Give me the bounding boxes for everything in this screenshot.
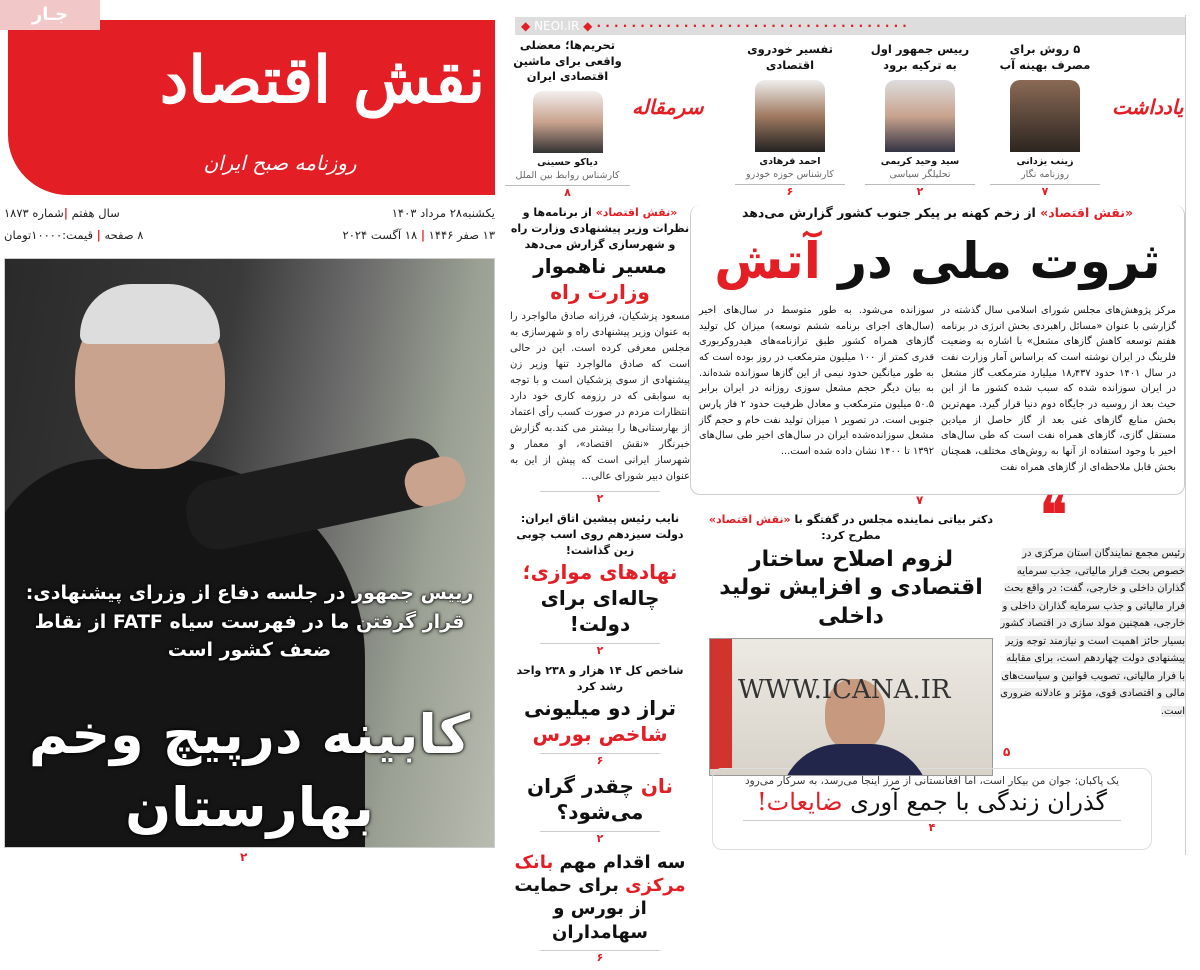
story-bread-price[interactable]: نان چقدر گران می‌شود؟ ۲ [527,773,673,845]
interview-photo [709,638,993,776]
interview-page-ref: ۵ [1003,745,1011,759]
person-hair [80,284,220,344]
main-page-ref: ۷ [916,493,924,507]
column-divider [1185,15,1186,855]
publisher-badge: جـار [0,0,100,30]
price-info: ۸ صفحه | قیمت:۱۰۰۰۰تومان [4,228,144,242]
columnist-photo [755,80,825,152]
main-kicker: «نقش اقتصاد» از زخم کهنه بر پیکر جنوب کشور گزارش می‌دهد [741,205,1134,220]
main-headline: ثروت ملی در آتش [714,232,1161,290]
cover-photo [4,258,495,848]
issue-info: سال هفتم |شماره ۱۸۷۳ [4,206,120,220]
date-solar: یکشنبه۲۸ مرداد ۱۴۰۳ [391,206,495,220]
site-strip: ◆ NEOI.IR ◆ · · · · · · · · · · · · · · · · · · · · · · · · · · · · · · · · · · · · [515,17,1185,35]
cover-kicker: رییس جمهور در جلسه دفاع از وزرای پیشنهادی: قرار گرفتن ما در فهرست سیاه FATF از نقاط ضعف کشور است [25,582,474,661]
columnist-card[interactable]: ۵ روش برای مصرف بهینه آب زینب یزدانی روزنامه نگار ۷ [990,42,1100,198]
columnist-photo [533,91,603,153]
columnist-photo [885,80,955,152]
columnist-card[interactable]: تفسیر خودروی اقتصادی احمد فرهادی کارشناس حوزه خودرو ۶ [735,42,845,198]
bottom-story[interactable]: یک پاکبان: جوان من بیکار است، اما افغانستانی از مرز اینجا می‌رسد، به سرکار می‌رود گذران زندگی با جمع آوری ضایعات! ۴ [712,768,1152,850]
cover-page-ref: ۲ [240,850,248,864]
quote-icon: ❝ [1040,485,1067,544]
story-ministry-roads[interactable]: «نقش اقتصاد» از برنامه‌ها و نظرات وزیر پیشنهادی وزارت راه و شهرسازی گزارش می‌دهد مسیر ناهموار وزارت راه مسعود پزشکیان، فرزانه صادق مالواجرد را به عنوان وزیر پیشنهادی راه و شهرسازی به مجلس معرفی کرده است. این در حالی است که صادق مالواجرد تنها وزیر زن پیشنهادی از سوی پزشکیان است و با توجه به سوابقی که در رزومه کاری خود دارد انتظارات مردم در صورت کسب رأی اعتماد از بهارستانی‌ها را بیشتر می کند.به گزارش خبرنگار «نقش اقتصاد»، او معمار و شهرساز ایرانی است که پیش از این به عنوان دبیر شورای عالی... ۲ [510,206,690,505]
main-body-right: مرکز پژوهش‌های مجلس شورای اسلامی سال گذشته در گزارشی با عنوان «مسائل راهبردی بخش انرژی در برنامه هفتم توسعه کاهش گازهای مشعل» با اشاره به وضعیت فلرینگ در ایران نوشته است که براساس آمار وزارت نفت در سال ۱۴۰۱ حدود ۱۸٫۴۳۷ میلیارد مترمکعب گاز مشعل در ایران سوزانده شده که سبب شده کشور ما از این حیث بعد از روسیه در جایگاه دوم دنیا قرار گیرد. مهم‌ترین بخش منابع گازهای غنی بعد از گاز حاصل از میادین مستقل گازی، گازهای همراه نفت است که طی سال‌های اخیر با وجود استفاده از آنها به روش‌های مختلف، همچنان بخش قابل ملاحظه‌ای از گازهای همراه نفت [941,305,1176,473]
newspaper-logo: نقش اقتصاد [159,43,485,118]
story-central-bank[interactable]: سه اقدام مهم بانک مرکزی برای حمایت از بورس و سهامداران ۶ [514,851,686,965]
photo-watermark: WWW.ICANA.IR [738,674,951,705]
editorial-label: سرمقاله [632,95,704,119]
columnist-card[interactable]: تحریم‌ها؛ معضلی واقعی برای ماشین اقتصادی ایران دیاکو حسینی کارشناس روابط بین الملل ۸ [505,38,630,199]
side-column [510,205,690,970]
interview-story[interactable]: دکتر بیاتی نماینده مجلس در گفتگو با «نقش اقتصاد» مطرح کرد: لزوم اصلاح ساختار اقتصادی و افزایش تولید داخلی WWW.ICANA.IR [702,500,1000,776]
story-stock-index[interactable]: شاخص کل ۱۴ هزار و ۲۳۸ واحد رشد کرد تراز دو میلیونی شاخص بورس ۶ [516,663,684,767]
columnist-photo [1010,80,1080,152]
date-lunar-gregorian: ۱۳ صفر ۱۴۴۶ | ۱۸ آگست ۲۰۲۴ [342,228,495,242]
notes-label: یادداشت [1112,95,1184,119]
main-body-left: سوزانده می‌شود. به طور متوسط در سال‌های اخیر (سال‌های اجرای برنامه ششم توسعه) میزان کل تولید گازهای همراه کشور طبق ترازنامه‌های هیدروکربوری قدری کمتر از ۱۰۰ میلیون مترمکعب در روز بوده است که به طور میانگین حدود نیمی از این گازها سوزانده شده‌اند. به بیان دیگر حجم مشعل سوزی روزانه در ایران برابر ۵۰.۵ میلیون مترمکعب و معادل ظرفیت حدود ۲ فاز پارس جنوبی است. در تصویر ۱ میزان تولید نفت خام و حجم گاز مشعل سوزانده‌شده ایران در سال‌های اخیر طی سال‌های ۱۳۹۲ تا ۱۴۰۰ نشان داده شده است... [699,305,935,458]
interview-headline: لزوم اصلاح ساختار اقتصادی و افزایش تولید داخلی [719,546,983,630]
columnist-card[interactable]: رییس جمهور اول به ترکیه برود سید وحید کریمی تحلیلگر سیاسی ۲ [865,42,975,198]
interview-excerpt: رئیس مجمع نمایندگان استان مرکزی در خصوص بحث فرار مالیاتی، جذب سرمایه گذاران داخلی و خارجی، گفت: در واقع بحث فرار مالیاتی و جذب سرمایه گذاران داخلی و خارجی، همچنین مولد سازی در اقتصاد کشور بسیار حائز اهمیت است و نیازمند توجه وزیر پیشنهادی دولت چهاردهم است، برای مقابله با فرار مالیاتی، تصویب قوانین و سیاست‌های مالی و اقتصادی قوی، مؤثر و عادلانه ضروری است. [1000,545,1185,720]
flag [710,639,732,769]
cover-headline[interactable]: کابینه درپیچ وخم بهارستان [28,703,471,839]
masthead-subtitle: روزنامه صبح ایران [203,151,357,175]
story-parallel-institutions[interactable]: نایب رئیس پیشین اتاق ایران: دولت سیزدهم روی اسب چوبی زین گذاشت! نهادهای موازی؛ چاله‌ای برای دولت! ۲ [516,511,684,657]
main-story[interactable] [690,205,1185,507]
